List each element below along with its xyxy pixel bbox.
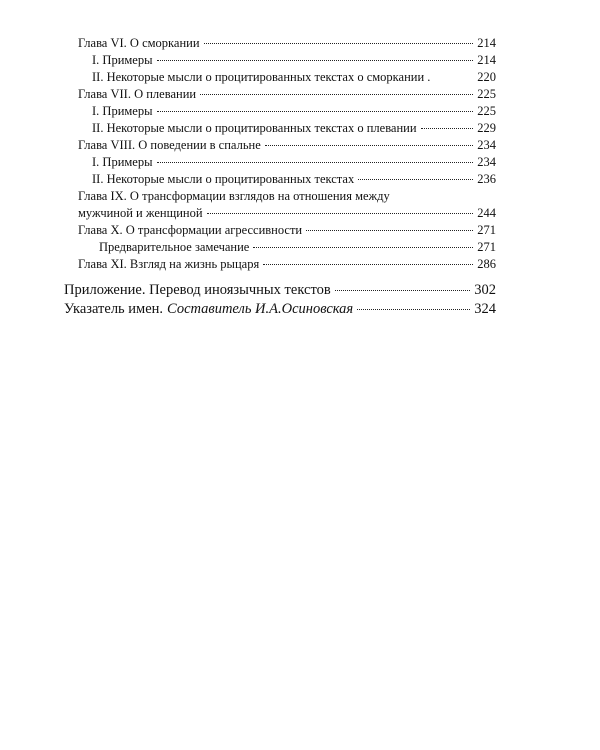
toc-entry-page: 302	[474, 282, 496, 298]
toc-entry-page: 244	[477, 206, 496, 220]
toc-entry-ch6-thoughts	[92, 71, 496, 84]
toc-entry-page: 229	[477, 121, 496, 135]
toc-entry-page: 234	[477, 138, 496, 152]
dot-leader	[421, 128, 474, 129]
toc-entry-page: 225	[477, 87, 496, 101]
toc-entry-label: I. Примеры	[92, 104, 153, 118]
toc-entry-chapter-6	[78, 37, 496, 50]
toc-entry-label: I. Примеры	[92, 53, 153, 67]
toc-entry-page: 236	[477, 172, 496, 186]
toc-entry-page: 271	[477, 223, 496, 237]
toc-entry-ch8-thoughts	[92, 173, 496, 186]
dot-leader	[265, 145, 473, 146]
toc-entry-label-compiler: Составитель И.А.Осиновская	[167, 301, 354, 317]
toc-entry-ch7-examples	[92, 105, 496, 118]
dot-leader	[157, 111, 474, 112]
toc-entry-label: Приложение. Перевод иноязычных текстов	[64, 282, 331, 298]
toc-entry-page: 271	[477, 240, 496, 254]
toc-entry-appendix	[64, 283, 496, 298]
toc-entry-chapter-8	[78, 139, 496, 152]
toc-entry-chapter-7	[78, 88, 496, 101]
toc-entry-page: 220	[477, 70, 496, 84]
dot-leader	[358, 179, 473, 180]
dot-leader	[263, 264, 473, 265]
toc-entry-label: I. Примеры	[92, 155, 153, 169]
toc-entry-chapter-10	[78, 224, 496, 237]
toc-entry-label: II. Некоторые мысли о процитированных текстах	[92, 172, 355, 186]
toc-entry-chapter-11	[78, 258, 496, 271]
toc-entry-label-prefix: Указатель имен.	[64, 301, 164, 317]
dot-leader	[207, 213, 474, 214]
toc-entry-label: мужчиной и женщиной	[78, 206, 203, 220]
dot-leader	[253, 247, 473, 248]
toc-entry-ch6-examples	[92, 54, 496, 67]
toc-entry-ch8-examples	[92, 156, 496, 169]
toc-entry-ch7-thoughts	[92, 122, 496, 135]
toc-entry-label: Глава VIII. О поведении в спальне	[78, 138, 261, 152]
toc-entry-label: II. Некоторые мысли о процитированных текстах о сморкании .	[92, 70, 431, 84]
toc-entry-page: 324	[474, 301, 496, 317]
toc-entry-page: 286	[477, 257, 496, 271]
toc-entry-ch10-preface	[99, 241, 496, 254]
dot-leader	[204, 43, 474, 44]
dot-leader	[200, 94, 473, 95]
dot-leader	[335, 290, 471, 291]
toc-entry-label: Предварительное замечание	[99, 240, 250, 254]
toc-entry-chapter-9	[78, 207, 496, 220]
toc-entry-label: II. Некоторые мысли о процитированных текстах о плевании	[92, 121, 417, 135]
toc-entry-page: 214	[477, 53, 496, 67]
dot-leader	[306, 230, 473, 231]
dot-leader	[357, 309, 470, 310]
toc-entry-label: Глава VI. О сморкании	[78, 36, 200, 50]
toc-entry-page: 234	[477, 155, 496, 169]
toc-entry-chapter-9-line1: Глава IX. О трансформации взглядов на отношения между	[78, 189, 390, 203]
dot-leader	[157, 60, 474, 61]
toc-entry-page: 214	[477, 36, 496, 50]
toc-entry-page: 225	[477, 104, 496, 118]
dot-leader	[157, 162, 474, 163]
toc-entry-name-index	[64, 302, 496, 317]
toc-entry-label: Глава X. О трансформации агрессивности	[78, 223, 303, 237]
toc-entry-label: Глава XI. Взгляд на жизнь рыцаря	[78, 257, 260, 271]
toc-entry-label: Глава VII. О плевании	[78, 87, 197, 101]
